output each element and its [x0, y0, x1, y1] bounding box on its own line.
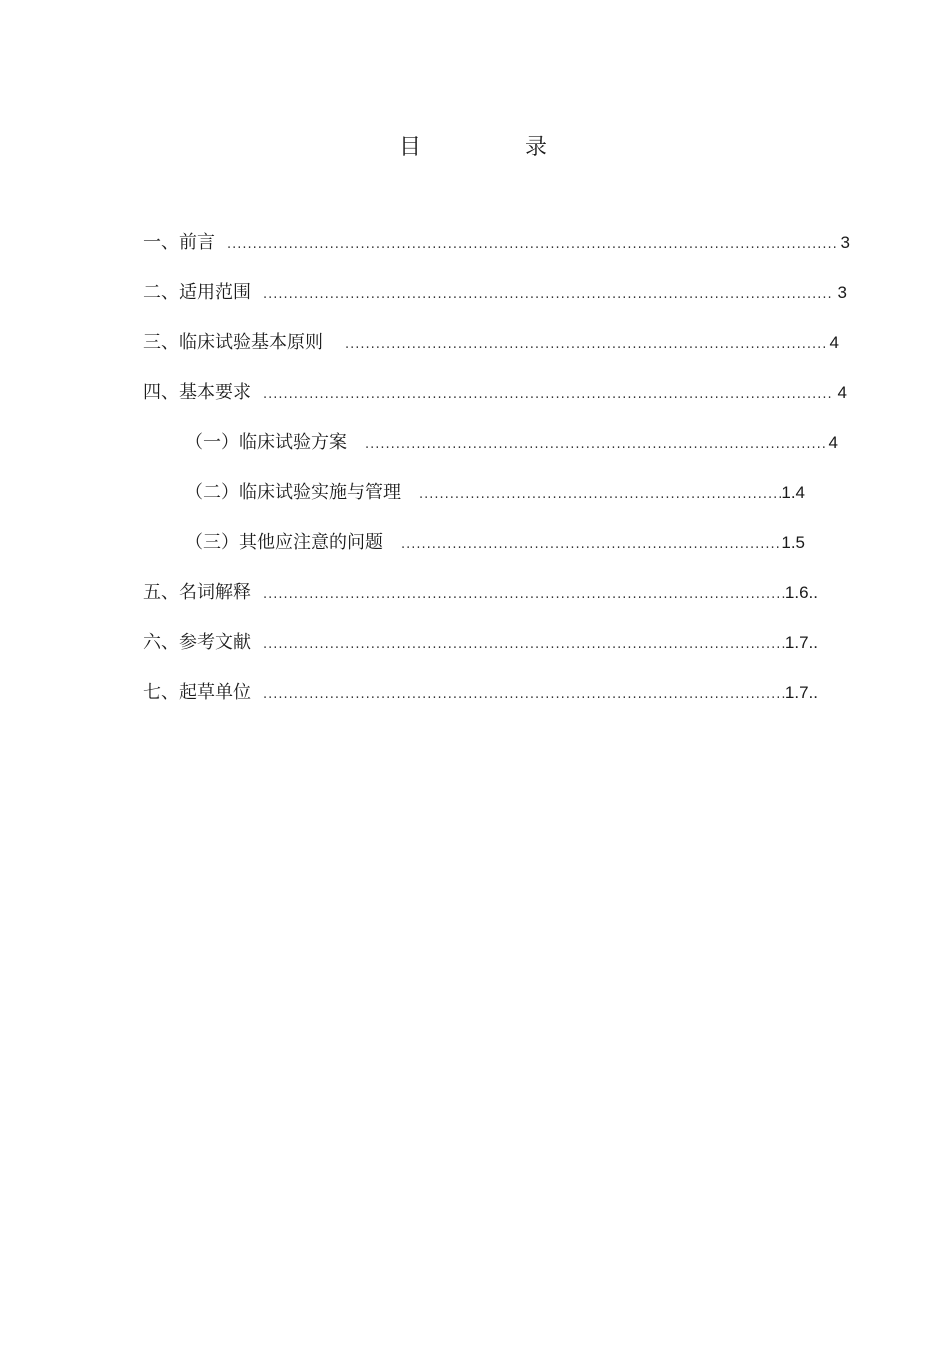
toc-page-number: 1.7.. — [784, 683, 818, 702]
toc-leader-dots — [401, 530, 781, 560]
toc-entry-label: （二）临床试验实施与管理 — [185, 482, 401, 503]
toc-page-number: 3 — [837, 283, 847, 302]
toc-leader-dots — [365, 430, 825, 460]
toc-entry-other-issues[interactable] — [185, 528, 805, 558]
toc-entry-label: 一、前言 — [143, 232, 215, 253]
toc-entry-preface[interactable] — [143, 228, 850, 258]
toc-entry-requirements[interactable] — [143, 378, 847, 408]
toc-entry-references[interactable] — [143, 628, 818, 658]
toc-entry-label: （一）临床试验方案 — [185, 432, 347, 453]
toc-page-number: 1.4 — [781, 483, 805, 502]
toc-page-number: 3 — [840, 233, 850, 252]
toc-leader-dots — [263, 380, 834, 410]
toc-entry-protocol[interactable] — [185, 428, 838, 458]
toc-leader-dots — [263, 280, 834, 310]
toc-entry-scope[interactable] — [143, 278, 847, 308]
toc-entry-drafting-units[interactable] — [143, 678, 818, 708]
toc-page-number: 4 — [828, 433, 838, 452]
toc-entry-glossary[interactable] — [143, 578, 818, 608]
toc-leader-dots — [263, 580, 785, 610]
toc-leader-dots — [227, 230, 837, 260]
toc-entry-principles[interactable] — [143, 328, 839, 358]
toc-entry-label: 五、名词解释 — [143, 582, 251, 603]
toc-leader-dots — [263, 680, 785, 710]
toc-leader-dots — [419, 480, 781, 510]
toc-entry-label: 三、临床试验基本原则 — [143, 332, 323, 353]
title-char-1: 目 — [399, 135, 422, 160]
toc-page-number: 4 — [837, 383, 847, 402]
toc-leader-dots — [263, 630, 785, 660]
toc-page-number: 1.6.. — [784, 583, 818, 602]
page-title — [0, 130, 950, 164]
toc-entry-label: 二、适用范围 — [143, 282, 251, 303]
toc-entry-label: （三）其他应注意的问题 — [185, 532, 383, 553]
toc-page-number: 4 — [829, 333, 839, 352]
toc-page-number: 1.7.. — [784, 633, 818, 652]
toc-leader-dots — [345, 330, 826, 360]
toc-entry-implementation[interactable] — [185, 478, 805, 508]
toc-entry-label: 六、参考文献 — [143, 632, 251, 653]
toc-page-number: 1.5 — [781, 533, 805, 552]
toc-entry-label: 四、基本要求 — [143, 382, 251, 403]
title-char-2: 录 — [525, 135, 548, 160]
toc-entry-label: 七、起草单位 — [143, 682, 251, 703]
